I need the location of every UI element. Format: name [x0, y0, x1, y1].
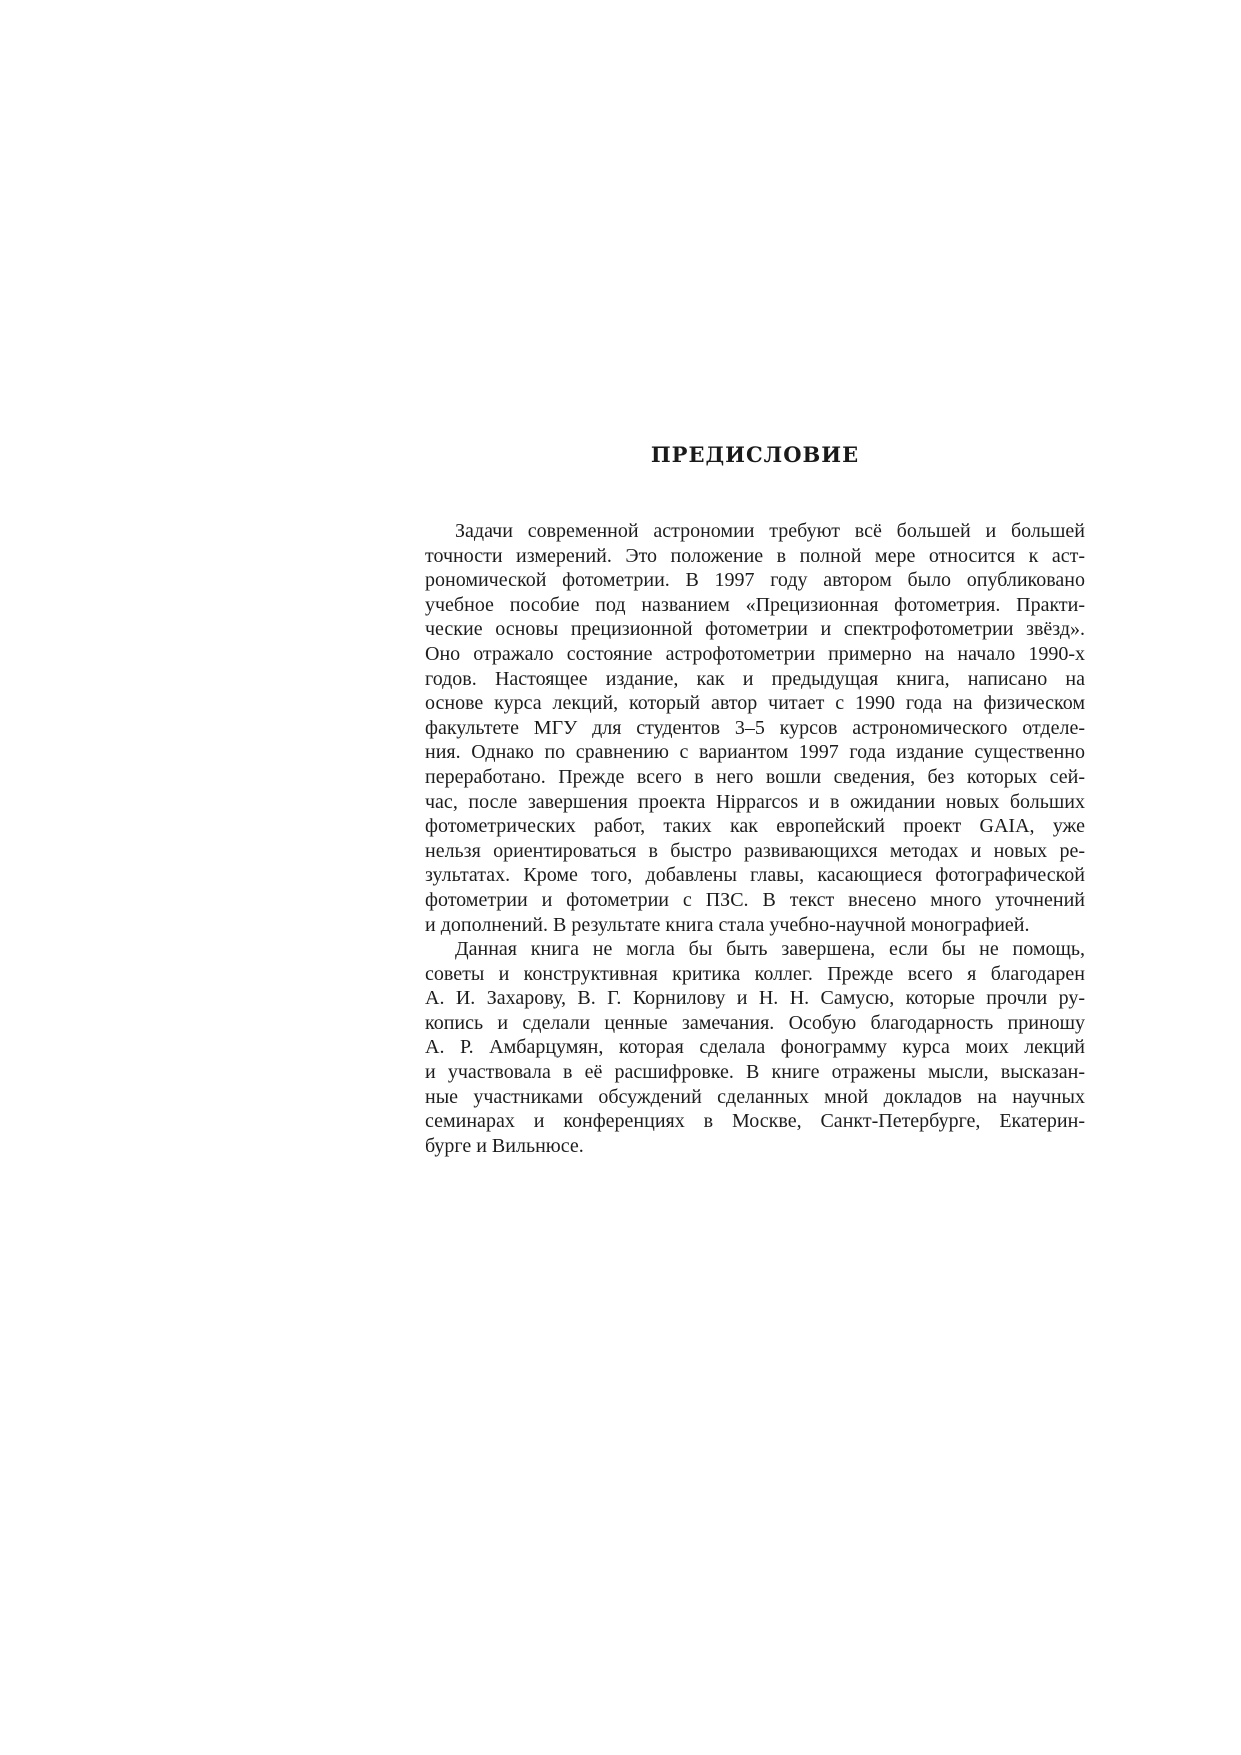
text-line: переработано. Прежде всего в него вошли сведения, без которых сей- — [425, 765, 1085, 788]
text-line: и участвовала в её расшифровке. В книге отражены мысли, высказан- — [425, 1061, 1085, 1084]
text-line: рономической фотометрии. В 1997 году автором было опубликовано — [425, 569, 1085, 592]
preface-heading: ПРЕДИСЛОВИЕ — [650, 442, 860, 467]
text-line: учебное пособие под названием «Прецизионная фотометрия. Практи- — [425, 593, 1085, 616]
text-line: Оно отражало состояние астрофотометрии примерно на начало 1990-х — [425, 642, 1085, 665]
preface-section — [425, 440, 1085, 1158]
text-line: советы и конструктивная критика коллег. Прежде всего я благодарен — [425, 962, 1085, 985]
text-line: зультатах. Кроме того, добавлены главы, касающиеся фотографической — [425, 864, 1085, 887]
text-line: годов. Настоящее издание, как и предыдущая книга, написано на — [425, 667, 1085, 690]
text-line: А. Р. Амбарцумян, которая сделала фонограмму курса моих лекций — [425, 1036, 1085, 1059]
text-line: основе курса лекций, который автор читает с 1990 года на физическом — [425, 692, 1085, 715]
preface-paragraph-2 — [425, 937, 1085, 1158]
text-line: час, после завершения проекта Hipparcos и в ожидании новых больших — [425, 790, 1085, 813]
text-line: нельзя ориентироваться в быстро развивающихся методах и новых ре- — [425, 839, 1085, 862]
text-line: бурге и Вильнюсе. — [425, 1134, 584, 1157]
text-line: Задачи современной астрономии требуют всё большей и большей — [455, 520, 1085, 542]
text-line: копись и сделали ценные замечания. Особую благодарность приношу — [425, 1011, 1085, 1034]
preface-paragraph-1 — [425, 519, 1085, 937]
text-line: А. И. Захарову, В. Г. Корнилову и Н. Н. Самусю, которые прочли ру- — [425, 987, 1085, 1010]
text-line: ния. Однако по сравнению с вариантом 1997 года издание существенно — [425, 741, 1085, 764]
text-line: Данная книга не могла бы быть завершена, если бы не помощь, — [455, 938, 1085, 961]
text-line: факультете МГУ для студентов 3–5 курсов астрономического отделе- — [425, 716, 1085, 739]
text-line: и дополнений. В результате книга стала учебно-научной монографией. — [425, 913, 1030, 936]
text-line: семинарах и конференциях в Москве, Санкт-Петербурге, Екатерин- — [425, 1110, 1085, 1133]
text-line: ные участниками обсуждений сделанных мной докладов на научных — [425, 1085, 1085, 1108]
text-line: фотометрии и фотометрии с ПЗС. В текст внесено много уточнений — [425, 888, 1085, 911]
text-line: точности измерений. Это положение в полной мере относится к аст- — [425, 544, 1085, 567]
text-line: фотометрических работ, таких как европейский проект GAIA, уже — [425, 815, 1085, 838]
text-line: ческие основы прецизионной фотометрии и спектрофотометрии звёзд». — [425, 618, 1085, 641]
